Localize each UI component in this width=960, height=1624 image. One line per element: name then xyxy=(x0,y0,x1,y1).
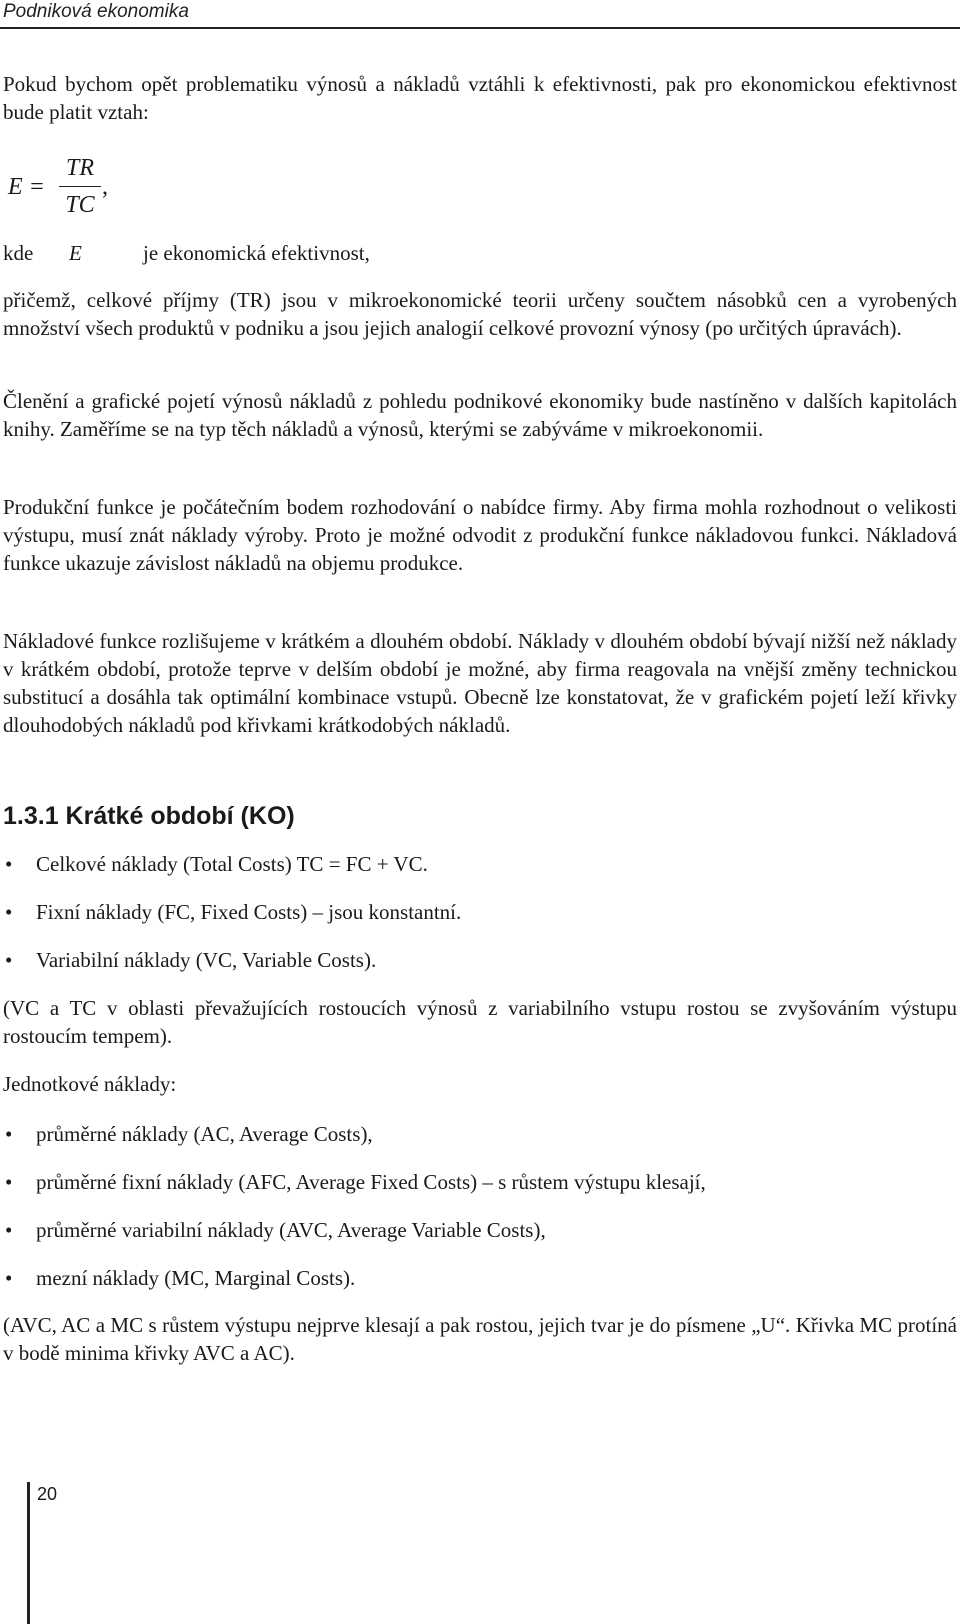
formula-numerator: TR xyxy=(65,155,94,181)
section-heading: 1.3.1 Krátké období (KO) xyxy=(3,802,295,830)
list-item: • průměrné náklady (AC, Average Costs), xyxy=(0,1120,706,1148)
paragraph-unit-costs-label: Jednotkové náklady: xyxy=(3,1072,177,1096)
running-header-title: Podniková ekonomika xyxy=(3,1,189,22)
paragraph-production-function: Produkční funkce je počátečním bodem rozhodování o nabídce firmy. Aby firma mohla rozhodnout o velikosti výstupu, musí znát náklady výroby. Proto je možné odvodit z produkční funkce nákladovou funkci. Nákladová funkce ukazuje závislost nákladů na objemu produkce. xyxy=(3,495,957,575)
list-item: • průměrné fixní náklady (AFC, Average Fixed Costs) – s růstem výstupu klesají, xyxy=(0,1168,706,1196)
formula-fraction xyxy=(58,152,102,221)
list-item: • průměrné variabilní náklady (AVC, Average Variable Costs), xyxy=(0,1216,706,1244)
formula-denominator: TC xyxy=(65,192,95,218)
cost-types-list xyxy=(0,850,461,974)
fraction-bar xyxy=(59,186,101,187)
paragraph-cost-functions: Nákladové funkce rozlišujeme v krátkém a dlouhém období. Náklady v dlouhém období bývají nižší než náklady v krátkém období, protože teprve v delším období je možné, aby firma reagovala na vnější změny technickou substitucí a dosáhla tak optimální kombinace vstupů. Obecně lze konstatovat, že v grafickém pojetí leží křivky dlouhodobých nákladů pod křivkami krátkodobých nákladů. xyxy=(3,629,957,737)
paragraph-intro: Pokud bychom opět problematiku výnosů a nákladů vztáhli k efektivnosti, pak pro ekonomickou efektivnost bude platit vztah: xyxy=(3,72,957,124)
paragraph-vc-tc: (VC a TC v oblasti převažujících rostoucích výnosů z variabilního vstupu rostou se zvyšováním výstupu rostoucím tempem). xyxy=(3,996,957,1048)
list-item: • Fixní náklady (FC, Fixed Costs) – jsou konstantní. xyxy=(0,898,461,926)
definition-description: je ekonomická efektivnost, xyxy=(143,241,370,265)
definition-kde: kde xyxy=(3,241,34,265)
definition-symbol: E xyxy=(69,241,82,265)
running-header xyxy=(0,0,960,29)
page-number: 20 xyxy=(37,1484,58,1504)
paragraph-u-shape: (AVC, AC a MC s růstem výstupu nejprve klesají a pak rostou, jejich tvar je do písmene „U“. Křivka MC protíná v bodě minima křivky AVC a AC). xyxy=(3,1313,957,1365)
formula-comma: , xyxy=(102,174,108,200)
formula-lhs: E = xyxy=(8,174,45,200)
page-number-rule xyxy=(27,1482,30,1624)
list-item: • mezní náklady (MC, Marginal Costs). xyxy=(0,1264,706,1292)
paragraph-classification: Členění a grafické pojetí výnosů nákladů z pohledu podnikové ekonomiky bude nastíněno v dalších kapitolách knihy. Zaměříme se na typ těch nákladů a výnosů, kterými se zabýváme v mikroekonomii. xyxy=(3,389,957,441)
unit-costs-list xyxy=(0,1120,706,1292)
paragraph-revenues: přičemž, celkové příjmy (TR) jsou v mikroekonomické teorii určeny součtem násobků cen a vyrobených množství všech produktů v podniku a jsou jejich analogií celkové provozní výnosy (po určitých úpravách). xyxy=(3,288,957,340)
list-item: • Celkové náklady (Total Costs) TC = FC + VC. xyxy=(0,850,461,878)
list-item: • Variabilní náklady (VC, Variable Costs). xyxy=(0,946,461,974)
